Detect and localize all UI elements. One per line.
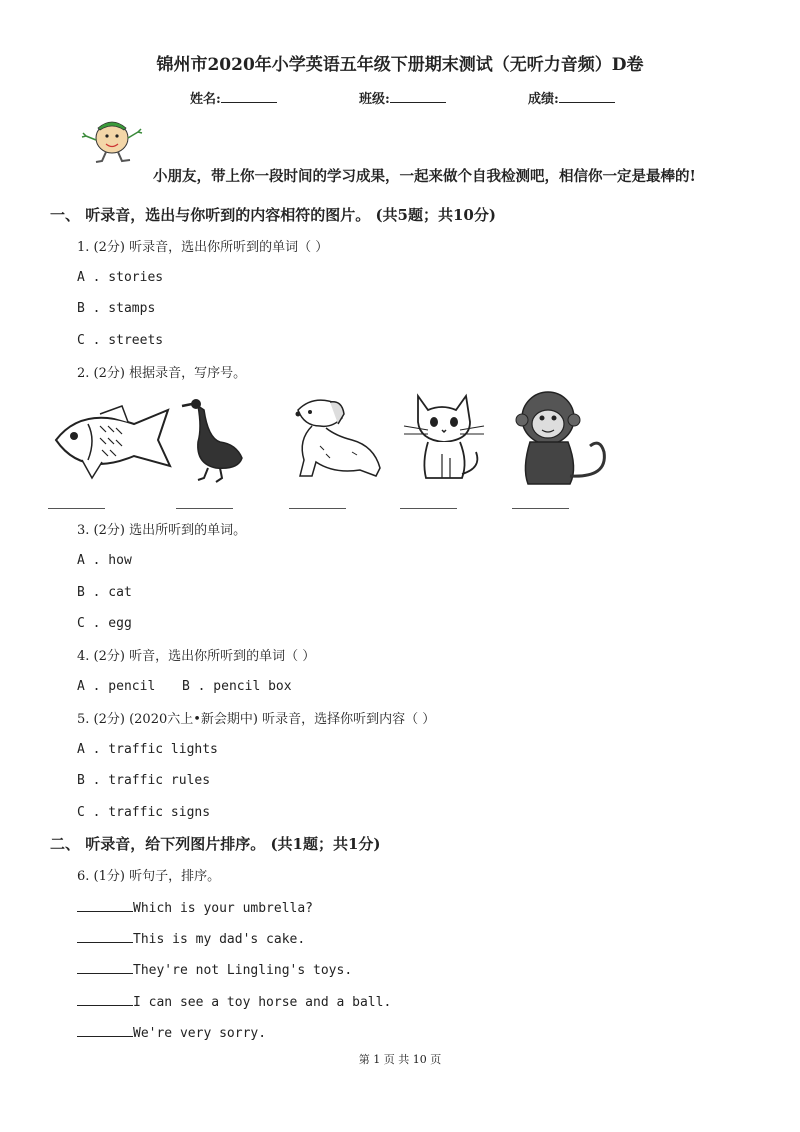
- q2-blank-1[interactable]: [48, 508, 105, 509]
- fish-icon: [52, 400, 174, 482]
- monkey-icon: [512, 388, 612, 486]
- intro-text: 小朋友，带上你一段时间的学习成果，一起来做个自我检测吧，相信你一定是最棒的!: [153, 168, 696, 185]
- q3-option-b[interactable]: B . cat: [77, 585, 132, 600]
- q4-option-b[interactable]: B . pencil box: [182, 679, 292, 694]
- q6-sentence-2: This is my dad's cake.: [133, 932, 306, 947]
- page-footer: 第 1 页 共 10 页: [358, 1053, 442, 1066]
- q4-option-a[interactable]: A . pencil: [77, 679, 156, 694]
- q6-sentence-3: They're not Lingling's toys.: [133, 963, 353, 978]
- mascot-icon: [78, 114, 148, 166]
- q2-blank-2[interactable]: [176, 508, 233, 509]
- q3-stem: 3. (2分) 选出所听到的单词。: [77, 523, 247, 538]
- q6-blank-2[interactable]: [77, 930, 133, 943]
- q5-option-c[interactable]: C . traffic signs: [77, 805, 211, 820]
- q5-option-a[interactable]: A . traffic lights: [77, 742, 218, 757]
- q5-stem: 5. (2分) (2020六上•新会期中) 听录音，选择你听到内容（ ）: [77, 712, 436, 727]
- q6-blank-5[interactable]: [77, 1024, 133, 1037]
- q1-option-b[interactable]: B . stamps: [77, 301, 156, 316]
- q2-blank-4[interactable]: [400, 508, 457, 509]
- score-label: 成绩:: [528, 92, 559, 107]
- q6-line-4: [77, 993, 391, 1010]
- q1-stem: 1. (2分) 听录音，选出你所听到的单词（ ）: [77, 240, 329, 255]
- section1-heading: 一、 听录音，选出与你听到的内容相符的图片。 (共5题；共10分): [50, 206, 496, 224]
- q2-stem: 2. (2分) 根据录音，写序号。: [77, 366, 247, 381]
- q6-sentence-4: I can see a toy horse and a ball.: [133, 995, 392, 1010]
- q2-blank-5[interactable]: [512, 508, 569, 509]
- cat-icon: [402, 388, 486, 484]
- q1-option-a[interactable]: A . stories: [77, 270, 164, 285]
- name-field: [190, 88, 277, 107]
- score-blank[interactable]: [559, 90, 615, 103]
- q6-line-1: [77, 899, 313, 916]
- q6-blank-4[interactable]: [77, 993, 133, 1006]
- q6-blank-3[interactable]: [77, 961, 133, 974]
- dog-icon: [290, 396, 384, 482]
- q5-option-b[interactable]: B . traffic rules: [77, 773, 211, 788]
- q3-option-a[interactable]: A . how: [77, 553, 132, 568]
- q6-line-3: [77, 961, 352, 978]
- q6-stem: 6. (1分) 听句子，排序。: [77, 869, 221, 884]
- q6-line-2: [77, 930, 305, 947]
- q6-line-5: [77, 1024, 266, 1041]
- class-label: 班级:: [359, 92, 390, 107]
- score-field: [528, 88, 615, 107]
- q4-stem: 4. (2分) 听音，选出你所听到的单词（ ）: [77, 649, 316, 664]
- goose-icon: [180, 398, 246, 484]
- name-label: 姓名:: [190, 92, 221, 107]
- q6-blank-1[interactable]: [77, 899, 133, 912]
- section2-heading: 二、 听录音，给下列图片排序。 (共1题；共1分): [50, 835, 381, 853]
- class-field: [359, 88, 446, 107]
- q1-option-c[interactable]: C . streets: [77, 333, 164, 348]
- name-blank[interactable]: [221, 90, 277, 103]
- page-title: 锦州市2020年小学英语五年级下册期末测试（无听力音频）D卷: [156, 55, 644, 75]
- q2-blank-3[interactable]: [289, 508, 346, 509]
- class-blank[interactable]: [390, 90, 446, 103]
- q6-sentence-5: We're very sorry.: [133, 1026, 267, 1041]
- q6-sentence-1: Which is your umbrella?: [133, 901, 314, 916]
- q3-option-c[interactable]: C . egg: [77, 616, 132, 631]
